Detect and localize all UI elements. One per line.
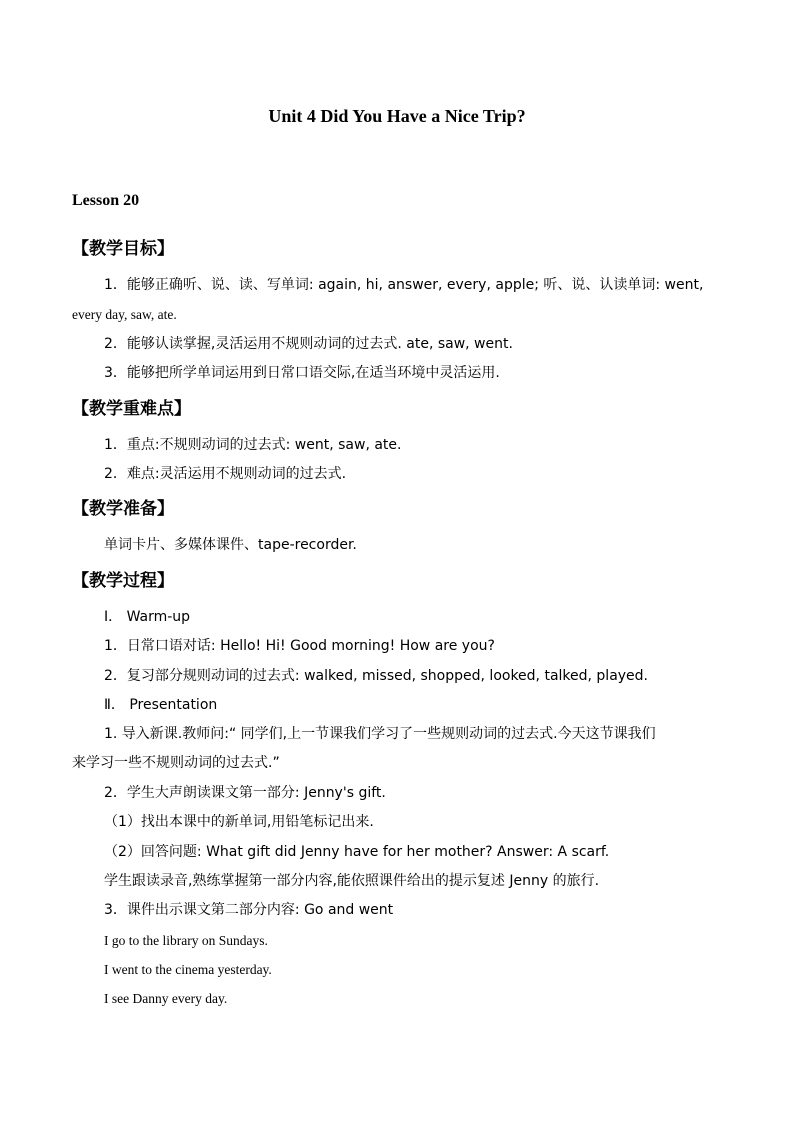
objective-2: 2．能够认读掌握,灵活运用不规则动词的过去式. ate, saw, went. <box>104 336 513 352</box>
process-intro: 1. 导入新课.教师问:“ 同学们,上一节课我们学习了一些规则动词的过去式.今天这节课我们 <box>104 726 656 742</box>
preparation-text: 单词卡片、多媒体课件、tape-recorder. <box>104 537 357 553</box>
example-sentence-3: I see Danny every day. <box>104 991 228 1006</box>
process-courseware: 3．课件出示课文第二部分内容: Go and went <box>104 902 394 918</box>
section-heading-preparation: 【教学准备】 <box>72 499 174 519</box>
process-intro-continued: 来学习一些不规则动词的过去式.” <box>72 755 280 771</box>
objective-3: 3．能够把所学单词运用到日常口语交际,在适当环境中灵活运用. <box>104 365 500 381</box>
section-heading-objectives: 【教学目标】 <box>72 239 174 259</box>
process-retell: 学生跟读录音,熟练掌握第一部分内容,能依照课件给出的提示复述 Jenny 的旅行. <box>104 873 600 889</box>
example-sentence-1: I go to the library on Sundays. <box>104 933 268 948</box>
key-point-1: 1．重点:不规则动词的过去式: went, saw, ate. <box>104 437 402 453</box>
objective-1: 1．能够正确听、说、读、写单词: again, hi, answer, every, apple; 听、说、认读单词: went, <box>104 277 704 293</box>
lesson-label: Lesson 20 <box>72 192 140 209</box>
objective-1-continued: every day, saw, ate. <box>72 307 177 322</box>
process-read-aloud: 2．学生大声朗读课文第一部分: Jenny's gift. <box>104 785 386 801</box>
process-step-1: 1．日常口语对话: Hello! Hi! Good morning! How are you? <box>104 638 495 654</box>
section-heading-key-points: 【教学重难点】 <box>72 399 191 419</box>
key-point-2: 2．难点:灵活运用不规则动词的过去式. <box>104 466 347 482</box>
document-title: Unit 4 Did You Have a Nice Trip? <box>268 106 526 126</box>
process-warm-up: Ⅰ． Warm-up <box>104 609 191 625</box>
process-presentation: Ⅱ． Presentation <box>104 697 218 713</box>
process-find-words: （1）找出本课中的新单词,用铅笔标记出来. <box>104 814 374 830</box>
section-heading-process: 【教学过程】 <box>72 571 174 591</box>
process-answer-question: （2）回答问题: What gift did Jenny have for her mother? Answer: A scarf. <box>104 844 610 860</box>
process-step-2: 2．复习部分规则动词的过去式: walked, missed, shopped, looked, talked, played. <box>104 668 649 684</box>
example-sentence-2: I went to the cinema yesterday. <box>104 962 272 977</box>
